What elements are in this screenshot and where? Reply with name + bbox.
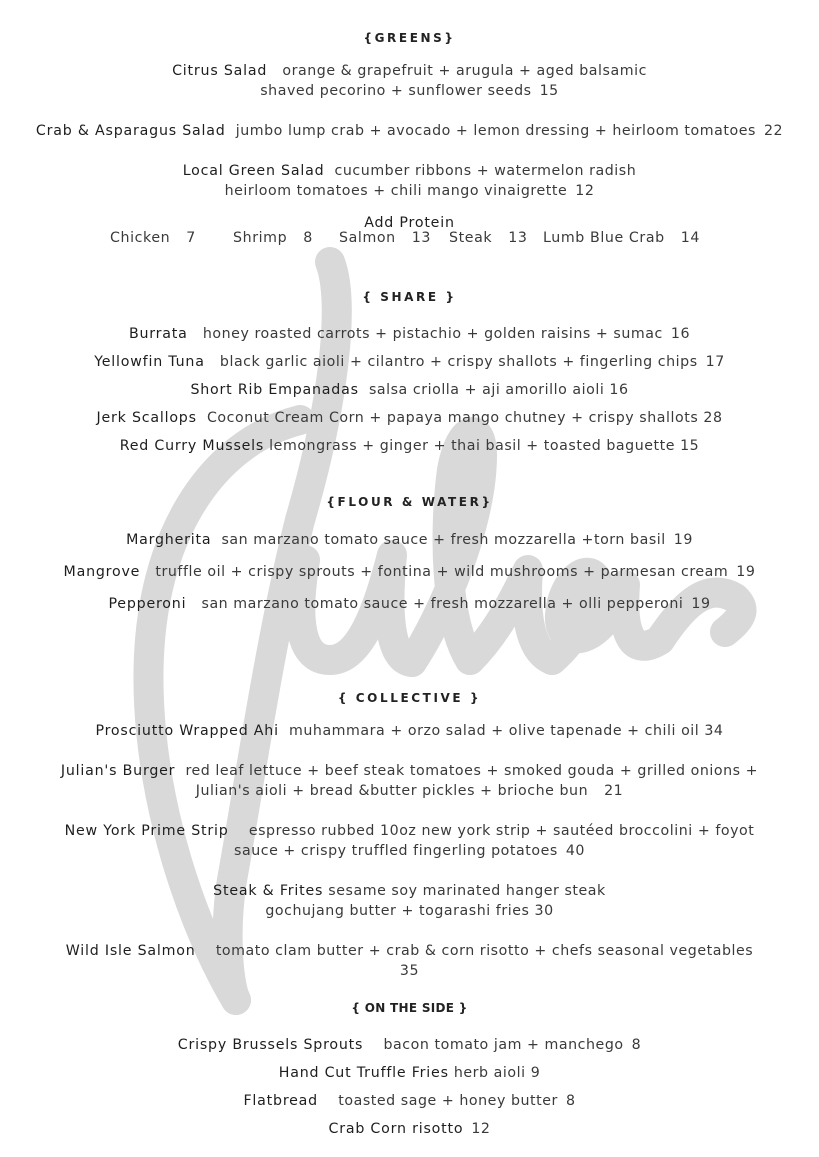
item-desc: sauce + crispy truffled fingerling potatoes [234, 843, 558, 859]
protein-blue-crab [543, 228, 700, 248]
collective-heading: { COLLECTIVE } [337, 691, 482, 705]
menu-item [0, 530, 819, 550]
greens-heading: {GREENS} [363, 31, 456, 45]
item-price: 16 [670, 326, 691, 342]
item-desc: orange & grapefruit + arugula + aged balsamic [282, 63, 647, 79]
item-name: Pepperoni [108, 596, 187, 612]
protein-name: Steak [449, 230, 493, 246]
item-name: Short Rib Empanadas [190, 382, 359, 398]
menu-item [0, 721, 819, 741]
item-price: 34 [704, 723, 724, 739]
item-desc: tomato clam butter + crab & corn risotto + chefs seasonal vegetables [215, 943, 754, 959]
item-name: Crab & Asparagus Salad [35, 123, 226, 139]
protein-price: 13 [508, 230, 528, 246]
item-name: Crab Corn risotto [328, 1121, 464, 1137]
on-the-side-heading: { ON THE SIDE } [351, 1001, 468, 1015]
item-desc: heirloom tomatoes + chili mango vinaigrette [224, 183, 568, 199]
item-price: 28 [703, 410, 723, 426]
item-desc: jumbo lump crab + avocado + lemon dressing + heirloom tomatoes [235, 123, 756, 139]
item-price: 19 [673, 532, 693, 548]
menu-item-cont [0, 901, 819, 921]
item-desc: espresso rubbed 10oz new york strip + sautéed broccolini + foyot [248, 823, 755, 839]
protein-name: Shrimp [233, 230, 288, 246]
menu-item [0, 941, 819, 961]
item-name: Flatbread [243, 1093, 318, 1109]
item-price: 8 [565, 1093, 576, 1109]
item-price: 15 [539, 83, 559, 99]
menu-item [0, 761, 819, 781]
item-desc: bacon tomato jam + manchego [383, 1037, 624, 1053]
menu-item-price-line [0, 961, 819, 981]
item-price: 19 [691, 596, 711, 612]
item-price: 22 [763, 123, 784, 139]
item-desc: san marzano tomato sauce + fresh mozzarella +torn basil [221, 532, 666, 548]
item-desc: herb aioli [453, 1065, 526, 1081]
item-name: Yellowfin Tuna [94, 354, 205, 370]
item-name: Mangrove [63, 564, 141, 580]
item-desc: shaved pecorino + sunflower seeds [260, 83, 532, 99]
protein-steak [449, 228, 527, 248]
protein-price: 7 [186, 230, 196, 246]
menu-item [0, 352, 819, 372]
item-name: Hand Cut Truffle Fries [278, 1065, 449, 1081]
menu-item [0, 1035, 819, 1055]
item-name: Citrus Salad [172, 63, 268, 79]
share-heading: { SHARE } [362, 290, 457, 304]
item-desc: red leaf lettuce + beef steak tomatoes + smoked gouda + grilled onions + [185, 763, 759, 779]
item-name: Julian's Burger [60, 763, 176, 779]
item-desc: truffle oil + crispy sprouts + fontina + wild mushrooms + parmesan cream [155, 564, 729, 580]
crab-asparagus-salad [0, 121, 819, 141]
menu-item [0, 821, 819, 841]
item-desc: san marzano tomato sauce + fresh mozzarella + olli pepperoni [201, 596, 684, 612]
item-name: Steak & Frites [213, 883, 324, 899]
item-desc: Coconut Cream Corn + papaya mango chutney + crispy shallots [206, 410, 699, 426]
item-price: 15 [680, 438, 700, 454]
item-desc: Julian's aioli + bread &butter pickles + brioche bun [195, 783, 589, 799]
item-price: 12 [575, 183, 595, 199]
protein-name: Chicken [110, 230, 171, 246]
item-name: Jerk Scallops [96, 410, 197, 426]
item-desc: gochujang butter + togarashi fries [265, 903, 530, 919]
item-desc: cucumber ribbons + watermelon radish [334, 163, 637, 179]
item-price: 19 [736, 564, 756, 580]
menu-item [0, 562, 819, 582]
item-name: Prosciutto Wrapped Ahi [95, 723, 279, 739]
protein-chicken [110, 228, 196, 248]
item-desc: muhammara + orzo salad + olive tapenade + chili oil [288, 723, 700, 739]
menu-item [0, 1063, 819, 1083]
item-price: 40 [565, 843, 585, 859]
item-price: 8 [631, 1037, 642, 1053]
item-name: Local Green Salad [182, 163, 325, 179]
item-price: 16 [609, 382, 629, 398]
item-desc: salsa criolla + aji amorillo aioli [368, 382, 605, 398]
item-price: 35 [399, 963, 420, 979]
protein-price: 14 [680, 230, 700, 246]
item-name: New York Prime Strip [64, 823, 229, 839]
menu-item [0, 1091, 819, 1111]
menu-item [0, 324, 819, 344]
menu-item [0, 594, 819, 614]
menu-item [0, 1119, 819, 1139]
item-price: 21 [604, 783, 624, 799]
menu-item-cont [0, 781, 819, 801]
menu-item [0, 380, 819, 400]
item-name: Red Curry Mussels [119, 438, 265, 454]
item-name: Crispy Brussels Sprouts [177, 1037, 364, 1053]
local-green-salad-line2 [0, 181, 819, 201]
item-desc: sesame soy marinated hanger steak [328, 883, 606, 899]
item-name: Burrata [128, 326, 188, 342]
protein-name: Salmon [339, 230, 396, 246]
protein-price: 8 [303, 230, 313, 246]
item-price: 9 [530, 1065, 541, 1081]
menu-item [0, 408, 819, 428]
add-protein-label: Add Protein [364, 215, 455, 231]
item-desc: toasted sage + honey butter [338, 1093, 558, 1109]
protein-salmon [339, 228, 431, 248]
item-desc: honey roasted carrots + pistachio + golden raisins + sumac [202, 326, 663, 342]
menu-item [0, 436, 819, 456]
local-green-salad-line1 [0, 161, 819, 181]
item-price: 30 [534, 903, 554, 919]
menu-item-cont [0, 841, 819, 861]
citrus-salad-line1 [0, 61, 819, 81]
menu-item [0, 881, 819, 901]
item-price: 17 [705, 354, 725, 370]
item-desc: lemongrass + ginger + thai basil + toasted baguette [269, 438, 676, 454]
protein-price: 13 [411, 230, 431, 246]
item-name: Wild Isle Salmon [65, 943, 196, 959]
protein-shrimp [233, 228, 313, 248]
flour-water-heading: {FLOUR & WATER} [326, 495, 493, 509]
citrus-salad-line2 [0, 81, 819, 101]
item-price: 12 [471, 1121, 491, 1137]
protein-name: Lumb Blue Crab [543, 230, 665, 246]
item-desc: black garlic aioli + cilantro + crispy shallots + fingerling chips [219, 354, 698, 370]
item-name: Margherita [126, 532, 212, 548]
